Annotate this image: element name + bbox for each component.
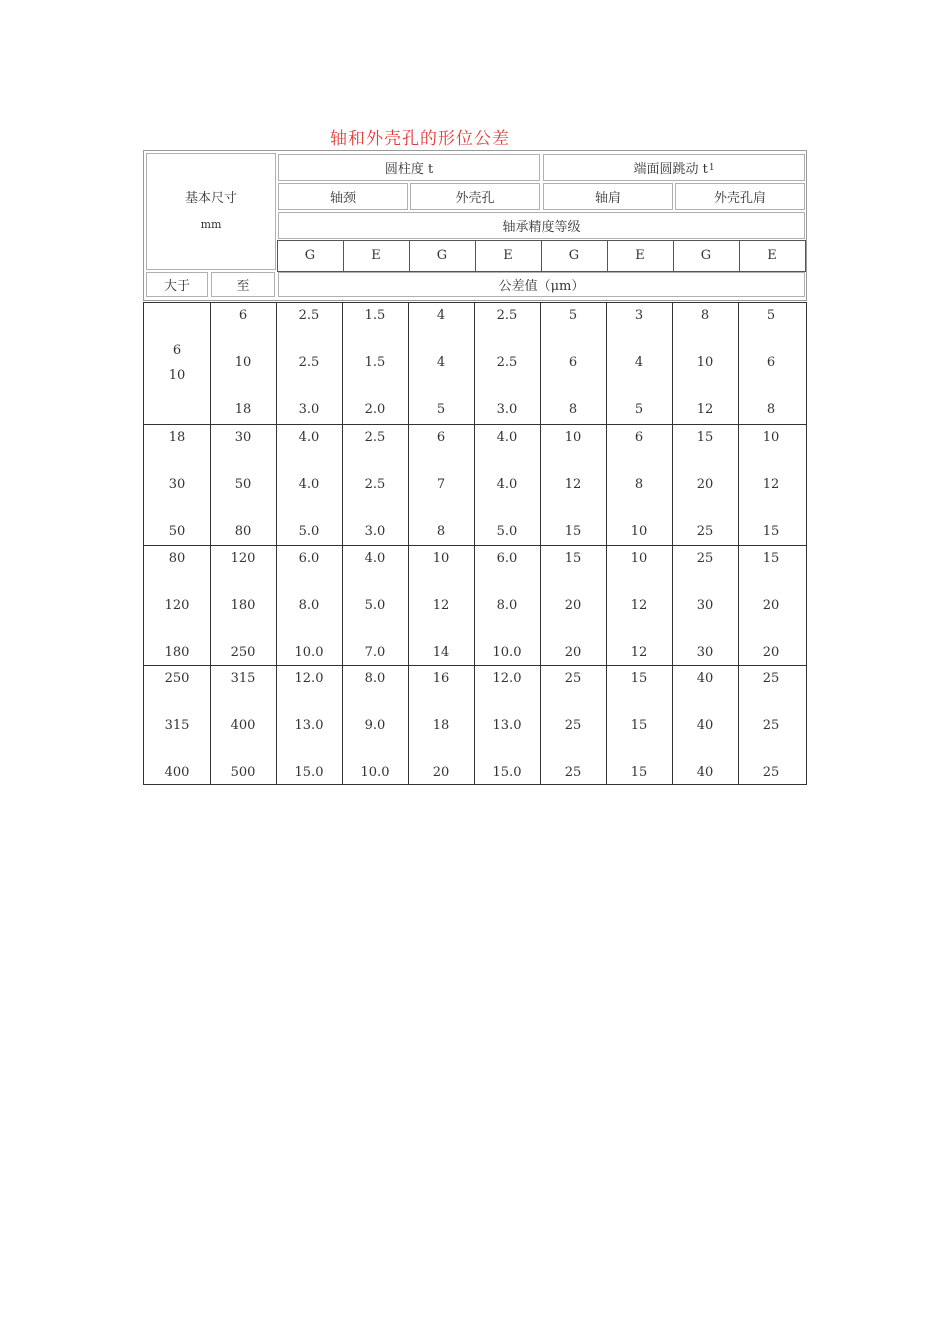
to-value: 500 xyxy=(230,765,256,780)
tolerance-value: 15.0 xyxy=(492,765,522,780)
to-value: 80 xyxy=(234,524,252,539)
tolerance-value: 3.0 xyxy=(364,524,386,539)
tolerance-value: 16 xyxy=(432,671,450,686)
tolerance-value: 10 xyxy=(630,524,648,539)
to-header: 至 xyxy=(211,272,275,297)
tolerance-value: 10 xyxy=(696,355,714,370)
tolerance-value: 2.5 xyxy=(496,355,518,370)
tolerance-value: 18 xyxy=(432,718,450,733)
grade-label: G xyxy=(568,248,580,263)
tolerance-value: 12 xyxy=(696,402,714,417)
to-value: 30 xyxy=(234,430,252,445)
tolerance-value: 6 xyxy=(766,355,776,370)
tolerance-value: 8 xyxy=(436,524,446,539)
tolerance-value: 12.0 xyxy=(492,671,522,686)
tolerance-value: 25 xyxy=(762,671,780,686)
tolerance-value: 8 xyxy=(568,402,578,417)
tolerance-value: 25 xyxy=(696,551,714,566)
tolerance-value: 12 xyxy=(762,477,780,492)
tolerance-value: 12.0 xyxy=(294,671,324,686)
tolerance-value: 12 xyxy=(432,598,450,613)
tolerance-header: 公差值（μm） xyxy=(278,272,805,297)
to-value: 6 xyxy=(238,308,248,323)
tolerance-value: 3 xyxy=(634,308,644,323)
to-value: 18 xyxy=(234,402,252,417)
to-value: 315 xyxy=(230,671,256,686)
to-value: 250 xyxy=(230,645,256,660)
size-group xyxy=(144,665,806,784)
tolerance-value: 25 xyxy=(564,765,582,780)
tolerance-value: 6.0 xyxy=(496,551,518,566)
tolerance-value: 20 xyxy=(762,645,780,660)
tolerance-value: 2.0 xyxy=(364,402,386,417)
tolerance-value: 5 xyxy=(568,308,578,323)
tolerance-value: 20 xyxy=(696,477,714,492)
size-group xyxy=(144,303,806,424)
tolerance-value: 6 xyxy=(634,430,644,445)
tolerance-value: 8 xyxy=(766,402,776,417)
housing-shoulder-header: 外壳孔肩 xyxy=(675,183,805,210)
over-value: 120 xyxy=(164,598,190,613)
tolerance-value: 13.0 xyxy=(294,718,324,733)
tolerance-value: 20 xyxy=(762,598,780,613)
tolerance-value: 1.5 xyxy=(364,308,386,323)
tolerance-value: 4.0 xyxy=(298,430,320,445)
tolerance-value: 15 xyxy=(696,430,714,445)
tolerance-value: 4.0 xyxy=(364,551,386,566)
tolerance-value: 10 xyxy=(564,430,582,445)
tolerance-value: 40 xyxy=(696,671,714,686)
over-value: 30 xyxy=(168,477,186,492)
tolerance-value: 10 xyxy=(630,551,648,566)
tolerance-value: 10.0 xyxy=(360,765,390,780)
over-value: 6 xyxy=(172,343,182,358)
size-group xyxy=(144,545,806,665)
tolerance-value: 2.5 xyxy=(298,355,320,370)
grade-label: G xyxy=(700,248,712,263)
tolerance-value: 1.5 xyxy=(364,355,386,370)
tolerance-value: 4 xyxy=(634,355,644,370)
over-value: 315 xyxy=(164,718,190,733)
tolerance-value: 20 xyxy=(564,645,582,660)
tolerance-value: 10.0 xyxy=(492,645,522,660)
tolerance-value: 15 xyxy=(564,551,582,566)
over-value: 50 xyxy=(168,524,186,539)
tolerance-value: 8 xyxy=(700,308,710,323)
over-value: 18 xyxy=(168,430,186,445)
tolerance-value: 7.0 xyxy=(364,645,386,660)
tolerance-value: 6 xyxy=(568,355,578,370)
tolerance-value: 4.0 xyxy=(496,477,518,492)
tolerance-value: 25 xyxy=(564,671,582,686)
grade-label: E xyxy=(767,248,777,263)
over-value: 250 xyxy=(164,671,190,686)
tolerance-value: 2.5 xyxy=(364,430,386,445)
tolerance-value: 20 xyxy=(564,598,582,613)
grade-label: G xyxy=(304,248,316,263)
tolerance-value: 15 xyxy=(630,671,648,686)
table-header xyxy=(143,150,807,301)
over-header: 大于 xyxy=(146,272,208,297)
tolerance-value: 10 xyxy=(762,430,780,445)
table-title: 轴和外壳孔的形位公差 xyxy=(330,129,510,149)
basic-size-label: 基本尺寸 xyxy=(184,190,237,206)
housing-bore-header: 外壳孔 xyxy=(410,183,540,210)
to-value: 50 xyxy=(234,477,252,492)
tolerance-value: 25 xyxy=(762,718,780,733)
tolerance-value: 10 xyxy=(432,551,450,566)
tolerance-value: 5.0 xyxy=(298,524,320,539)
precision-grade-header: 轴承精度等级 xyxy=(278,212,805,239)
unit-label: mm xyxy=(200,217,222,231)
tolerance-value: 7 xyxy=(436,477,446,492)
tolerance-value: 15.0 xyxy=(294,765,324,780)
tolerance-value: 25 xyxy=(564,718,582,733)
tolerance-value: 8.0 xyxy=(364,671,386,686)
tolerance-value: 25 xyxy=(696,524,714,539)
tolerance-value: 3.0 xyxy=(298,402,320,417)
tolerance-value: 30 xyxy=(696,645,714,660)
over-value: 10 xyxy=(168,368,186,383)
tolerance-value: 5 xyxy=(436,402,446,417)
tolerance-value: 5 xyxy=(766,308,776,323)
grade-label: E xyxy=(635,248,645,263)
tolerance-value: 5 xyxy=(634,402,644,417)
tolerance-value: 4 xyxy=(436,308,446,323)
tolerance-value: 5.0 xyxy=(496,524,518,539)
tolerance-value: 8 xyxy=(634,477,644,492)
tolerance-value: 6 xyxy=(436,430,446,445)
tolerance-value: 4.0 xyxy=(496,430,518,445)
tolerance-value: 15 xyxy=(762,524,780,539)
grade-label: E xyxy=(503,248,513,263)
to-value: 120 xyxy=(230,551,256,566)
tolerance-value: 2.5 xyxy=(298,308,320,323)
shaft-shoulder-header: 轴肩 xyxy=(543,183,673,210)
tolerance-value: 12 xyxy=(630,645,648,660)
tolerance-value: 40 xyxy=(696,718,714,733)
over-value: 80 xyxy=(168,551,186,566)
tolerance-value: 14 xyxy=(432,645,450,660)
tolerance-value: 9.0 xyxy=(364,718,386,733)
basic-size-header xyxy=(146,153,276,270)
tolerance-table xyxy=(143,302,807,785)
tolerance-value: 4 xyxy=(436,355,446,370)
tolerance-value: 10.0 xyxy=(294,645,324,660)
size-group xyxy=(144,424,806,545)
tolerance-value: 8.0 xyxy=(298,598,320,613)
tolerance-value: 3.0 xyxy=(496,402,518,417)
tolerance-value: 6.0 xyxy=(298,551,320,566)
to-value: 10 xyxy=(234,355,252,370)
over-value: 400 xyxy=(164,765,190,780)
tolerance-value: 13.0 xyxy=(492,718,522,733)
tolerance-value: 15 xyxy=(564,524,582,539)
tolerance-value: 12 xyxy=(564,477,582,492)
shaft-journal-header: 轴颈 xyxy=(278,183,408,210)
grade-row xyxy=(277,240,806,272)
grade-label: E xyxy=(371,248,381,263)
tolerance-value: 15 xyxy=(630,718,648,733)
tolerance-value: 4.0 xyxy=(298,477,320,492)
tolerance-value: 2.5 xyxy=(496,308,518,323)
runout-subscript: 1 xyxy=(708,162,715,173)
tolerance-value: 20 xyxy=(432,765,450,780)
runout-header: 端面圆跳动 t 1 xyxy=(543,154,805,181)
tolerance-value: 30 xyxy=(696,598,714,613)
over-value: 180 xyxy=(164,645,190,660)
tolerance-value: 12 xyxy=(630,598,648,613)
tolerance-value: 40 xyxy=(696,765,714,780)
tolerance-value: 15 xyxy=(630,765,648,780)
grade-label: G xyxy=(436,248,448,263)
tolerance-value: 15 xyxy=(762,551,780,566)
cylindricity-header: 圆柱度 t xyxy=(278,154,540,181)
tolerance-value: 2.5 xyxy=(364,477,386,492)
tolerance-value: 5.0 xyxy=(364,598,386,613)
to-value: 180 xyxy=(230,598,256,613)
tolerance-value: 25 xyxy=(762,765,780,780)
tolerance-value: 8.0 xyxy=(496,598,518,613)
to-value: 400 xyxy=(230,718,256,733)
